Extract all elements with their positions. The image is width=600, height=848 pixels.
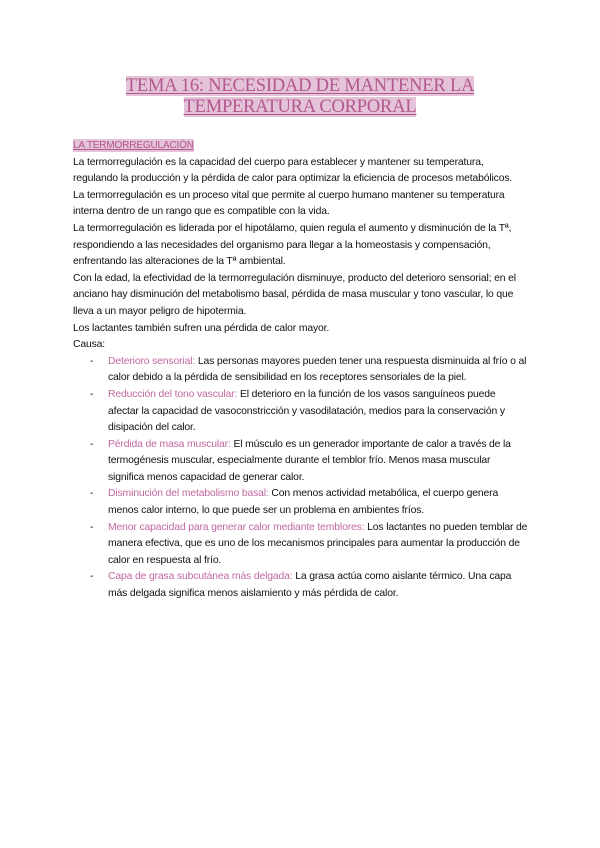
causes-list: [73, 354, 528, 603]
bullet-dash: -: [90, 388, 94, 400]
page-title: [60, 76, 540, 118]
cause-item: [73, 387, 528, 437]
title-line-1: TEMA 16: NECESIDAD DE MANTENER LA: [125, 76, 475, 96]
paragraph-vital-process: La termorregulación es un proceso vital que permite al cuerpo humano mantener su temperatura interna dentro de un rango que es compatible con la vida.: [73, 189, 505, 218]
section-heading: LA TERMORREGULACIÓN: [73, 140, 194, 151]
cause-term: Menor capacidad para generar calor mediante temblores:: [108, 521, 365, 533]
cause-text: El músculo es un generador importante de calor a través de la termogénesis muscular, especialmente durante el temblor frío. Menos masa muscular significa menos capacidad de generar calor.: [108, 438, 511, 483]
bullet-dash: -: [90, 521, 94, 533]
cause-term: Disminución del metabolismo basal:: [108, 488, 269, 500]
bullet-dash: -: [90, 571, 94, 583]
cause-item: [73, 520, 528, 570]
paragraph-hypothalamus: La termorregulación es liderada por el hipotálamo, quien regula el aumento y disminución de la Tª, respondiendo a las necesidades del organismo para llegar a la homeostasis y compensación, enfrentando las alteraciones de la Tª ambiental.: [73, 222, 512, 268]
document-body: [73, 138, 528, 603]
causa-label: Causa:: [73, 339, 106, 351]
title-line-2: TEMPERATURA CORPORAL: [183, 97, 417, 117]
cause-text: Las personas mayores pueden tener una respuesta disminuida al frío o al calor debido a la pérdida de sensibilidad en los receptores sensoriales de la piel.: [108, 355, 527, 384]
cause-item: [73, 486, 528, 519]
cause-item: [73, 354, 528, 387]
paragraph-definition: La termorregulación es la capacidad del cuerpo para establecer y mantener su temperatura, regulando la producción y la pérdida de calor para optimizar la eficiencia de procesos metabólicos.: [73, 156, 513, 185]
bullet-dash: -: [90, 488, 94, 500]
paragraph-infants: Los lactantes también sufren una pérdida de calor mayor.: [73, 322, 330, 334]
cause-term: Capa de grasa subcutánea más delgada:: [108, 571, 293, 583]
bullet-dash: -: [90, 355, 94, 367]
cause-text: Los lactantes no pueden temblar de manera efectiva, que es uno de los mecanismos principales para aumentar la producción de calor en respuesta al frío.: [108, 521, 528, 566]
cause-term: Reducción del tono vascular:: [108, 388, 238, 400]
cause-text: La grasa actúa como aislante térmico. Una capa más delgada significa menos aislamiento y más pérdida de calor.: [108, 571, 512, 600]
cause-item: [73, 437, 528, 487]
bullet-dash: -: [90, 438, 94, 450]
cause-text: Con menos actividad metabólica, el cuerpo genera menos calor interno, lo que puede ser un problema en ambientes fríos.: [108, 488, 499, 517]
paragraph-aging: Con la edad, la efectividad de la termorregulación disminuye, producto del deterioro sensorial; en el anciano hay disminución del metabolismo basal, pérdida de masa muscular y tono vascular, lo que lleva a un mayor peligro de hipotermia.: [73, 272, 516, 317]
cause-item: [73, 569, 528, 602]
cause-text: El deterioro en la función de los vasos sanguíneos puede afectar la capacidad de vasoconstricción y vasodilatación, medios para la conservación y disipación del calor.: [108, 388, 505, 434]
cause-term: Pérdida de masa muscular:: [108, 438, 231, 450]
cause-term: Deterioro sensorial:: [108, 355, 196, 367]
